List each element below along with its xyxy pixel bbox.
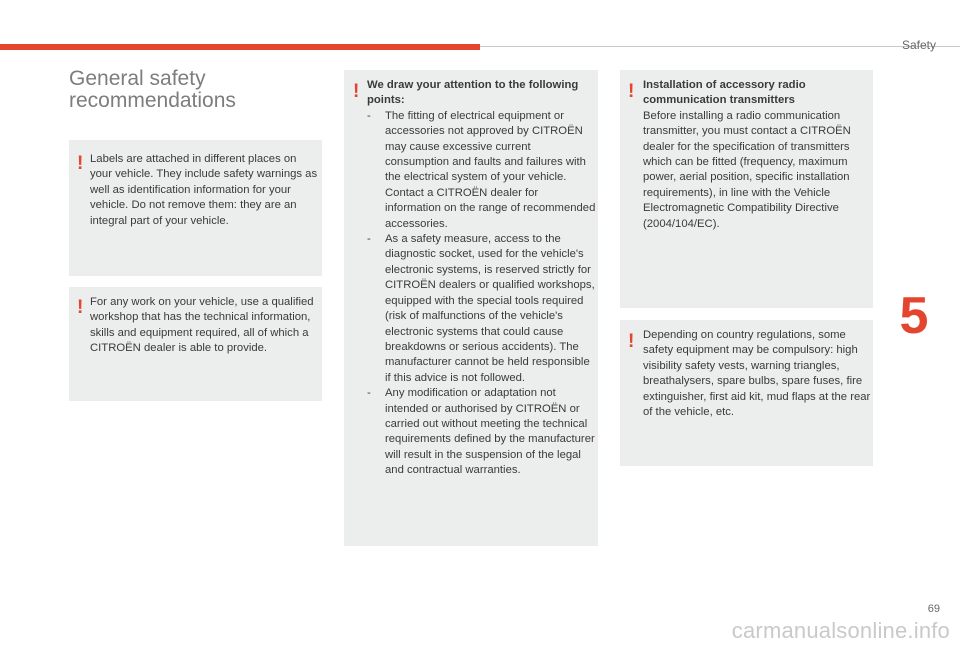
notice-text: Depending on country regulations, some safety equipment may be compulsory: high visibility safety vests, warning triangles, breathalysers, spare bulbs, spare fuses, fire extinguisher, first aid kit, mud flaps at the rear of the vehicle, etc.	[643, 329, 871, 419]
section-title: Safety	[901, 38, 936, 52]
notice-heading: We draw your attention to the following points:	[367, 79, 579, 107]
warning-icon: !	[628, 331, 635, 352]
notice-box-equipment	[620, 320, 873, 466]
notice-content	[367, 78, 597, 479]
list-item-text: Any modification or adaptation not intended or authorised by CITROËN or carried out without meeting the technical requirements defined by the manufacturer will result in the suspension of the legal and contractual warranties.	[385, 387, 595, 477]
list-item	[367, 386, 597, 478]
page-title: General safety recommendations	[69, 67, 236, 112]
page-number: 69	[927, 603, 940, 615]
notice-box-workshop	[69, 287, 322, 401]
notice-text: Before installing a radio communication transmitter, you must contact a CITROËN dealer for the specification of transmitters which can be fitted (frequency, maximum power, aerial position, specific installation requirements), in line with the Vehicle Electromagnetic Compatibility Directive (2004/104/EC).	[643, 109, 851, 230]
notice-box-attention	[344, 70, 598, 546]
list-item	[367, 232, 597, 386]
list-item	[367, 109, 597, 232]
notice-heading: Installation of accessory radio communication transmitters	[643, 79, 806, 107]
warning-icon: !	[628, 81, 635, 102]
list-item-text: The fitting of electrical equipment or accessories not approved by CITROËN may cause excessive current consumption and faults and failures with the electrical system of your vehicle. Contact a CITROËN dealer for information on the range of recommended accessories.	[385, 109, 596, 230]
chapter-number: 5	[899, 287, 929, 345]
warning-icon: !	[353, 81, 360, 102]
warning-icon: !	[77, 297, 84, 318]
warning-icon: !	[77, 153, 84, 174]
list-marker: -	[367, 233, 371, 246]
list-marker: -	[367, 387, 371, 400]
notice-box-labels	[69, 140, 322, 276]
notice-text: For any work on your vehicle, use a qualified workshop that has the technical information, skills and equipment required, all of which a CITROËN dealer is able to provide.	[90, 296, 314, 355]
header-accent-bar	[0, 44, 480, 50]
watermark: carmanualsonline.info	[731, 618, 950, 643]
list-item-text: As a safety measure, access to the diagnostic socket, used for the vehicle's electronic systems, is reserved strictly for CITROËN dealers or qualified workshops, equipped with the special tools required (risk of malfunctions of the vehicle's electronic systems that could cause breakdowns or serious accidents). The manufacturer cannot be held responsible if this advice is not followed.	[385, 233, 595, 384]
notice-list	[367, 109, 597, 479]
notice-text: Labels are attached in different places on your vehicle. They include safety warnings as well as identification information for your vehicle. Do not remove them: they are an integral part of your vehicle.	[90, 153, 318, 227]
list-marker: -	[367, 109, 371, 122]
notice-content	[643, 78, 871, 232]
notice-box-radio	[620, 70, 873, 308]
